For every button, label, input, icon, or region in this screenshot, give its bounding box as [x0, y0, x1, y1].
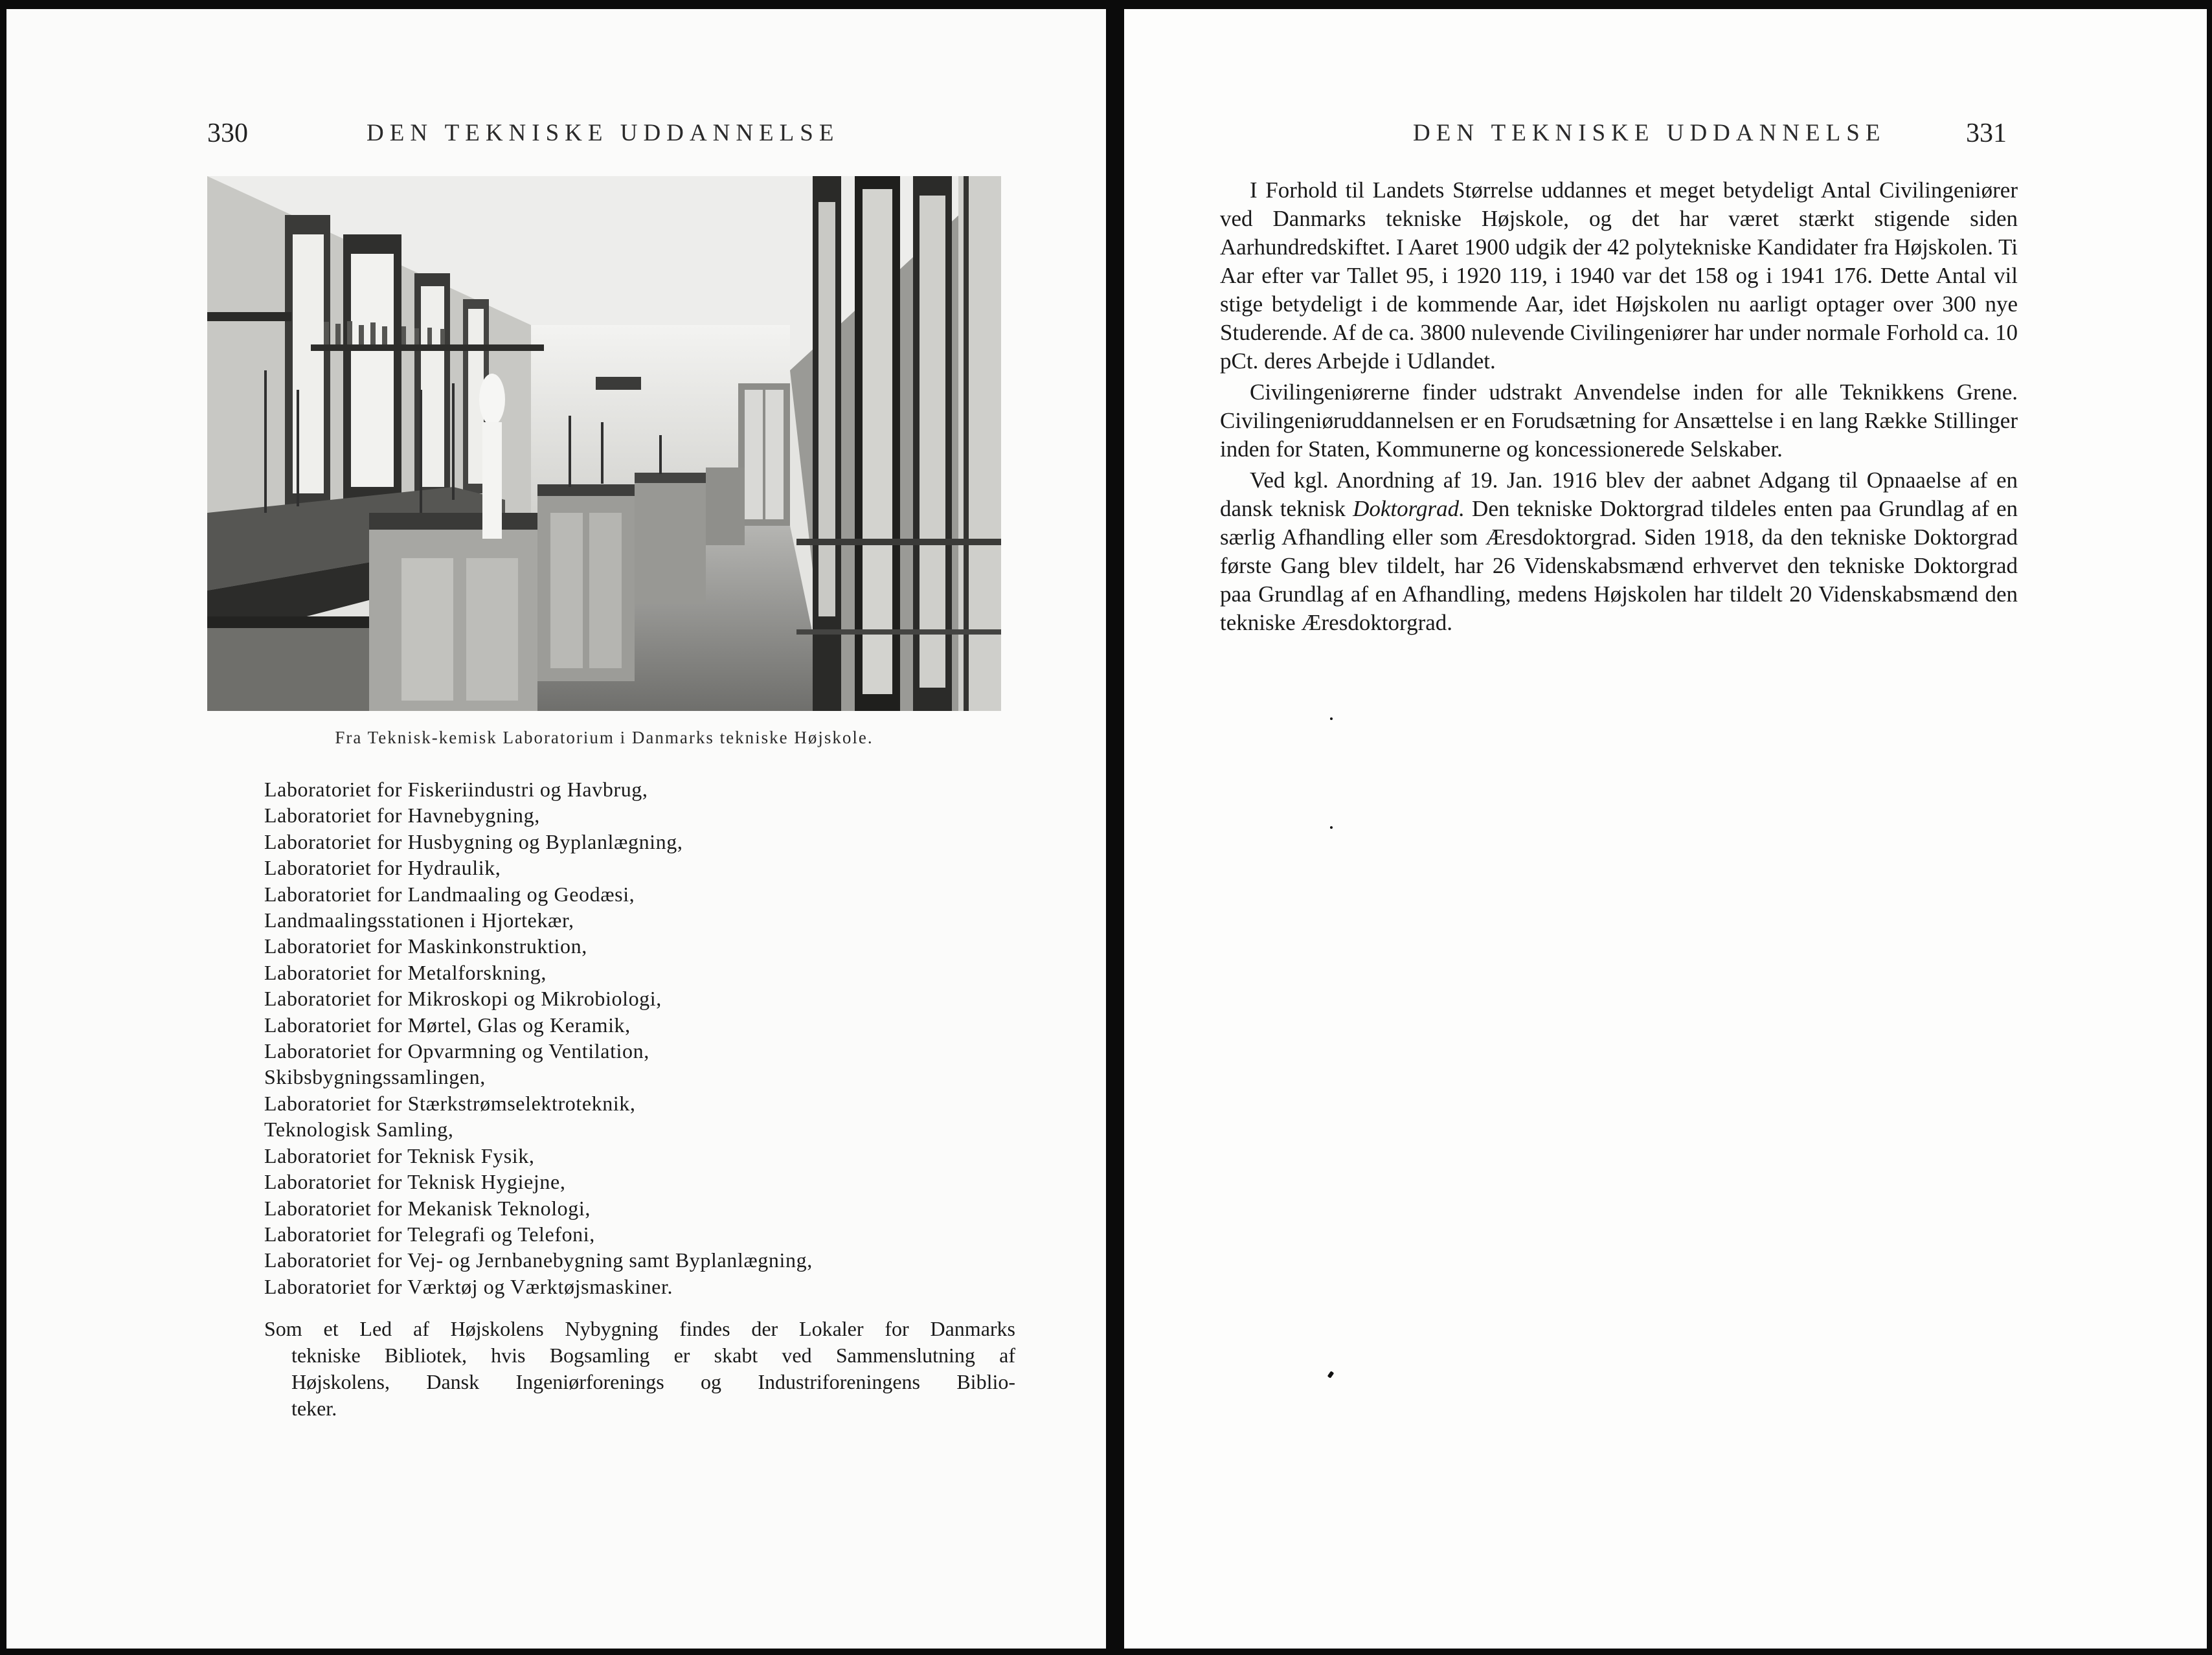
laboratory-list	[264, 776, 813, 1300]
list-item: Laboratoriet for Mørtel, Glas og Keramik,	[264, 1013, 631, 1037]
list-item: Laboratoriet for Telegrafi og Telefoni,	[264, 1222, 595, 1246]
list-item: Laboratoriet for Havnebygning,	[264, 804, 540, 828]
right-page	[1124, 9, 2207, 1649]
page-number-right: 331	[1966, 118, 2007, 148]
paragraph-text: Den tekniske Doktorgrad tildeles enten paa Grundlag af en særlig Afhandling eller som Æresdoktorgrad. Siden 1918, da den tekniske Doktorgrad første Gang blev tildelt, har 26 Videnskabsmænd erhvervet den tekniske Doktorgrad paa Grundlag af en Afhandling, medens Højskolen har tildelt 20 Videnskabsmænd den tekniske Æresdoktorgrad.	[1220, 496, 2018, 635]
photo-caption: Fra Teknisk-kemisk Laboratorium i Danmarks tekniske Højskole.	[335, 728, 874, 747]
list-item: Laboratoriet for Metalforskning,	[264, 960, 547, 984]
list-item: Laboratoriet for Stærkstrømselektroteknik,	[264, 1091, 636, 1115]
list-item: Laboratoriet for Maskinkonstruktion,	[264, 934, 587, 958]
paragraph-line: Højskolens, Dansk Ingeniørforenings og Industriforeningens Biblio-	[291, 1370, 1015, 1393]
running-head-right: DEN TEKNISKE UDDANNELSE	[1413, 120, 1886, 146]
library-paragraph	[264, 1316, 1015, 1422]
dust-speck	[1327, 1371, 1335, 1379]
list-item: Skibsbygningssamlingen,	[264, 1065, 486, 1089]
paragraph-text: Ved kgl. Anordning af 19. Jan. 1916 blev der aabnet Adgang til Opnaaelse af en dansk teknisk	[1220, 467, 2018, 521]
list-item: Laboratoriet for Værktøj og Værktøjsmaskiner.	[264, 1274, 673, 1298]
paragraph-line: teker.	[291, 1397, 337, 1420]
emphasized-term: Doktorgrad.	[1353, 496, 1465, 521]
left-page	[6, 9, 1106, 1649]
list-item: Laboratoriet for Teknisk Hygiejne,	[264, 1170, 566, 1194]
dust-speck	[1330, 717, 1333, 720]
paragraph-doktorgrad	[1220, 466, 2018, 637]
list-item: Teknologisk Samling,	[264, 1118, 454, 1142]
laboratory-photo	[207, 176, 1001, 711]
list-item: Landmaalingsstationen i Hjortekær,	[264, 908, 574, 932]
running-head-left: DEN TEKNISKE UDDANNELSE	[367, 120, 840, 146]
paragraph-line: Som et Led af Højskolens Nybygning findes der Lokaler for Danmarks	[264, 1317, 1015, 1340]
list-item: Laboratoriet for Mekanisk Teknologi,	[264, 1196, 591, 1220]
list-item: Laboratoriet for Hydraulik,	[264, 856, 501, 880]
dust-speck	[1330, 826, 1333, 829]
paragraph-line: tekniske Bibliotek, hvis Bogsamling er skabt ved Sammenslutning af	[291, 1344, 1015, 1367]
list-item: Laboratoriet for Husbygning og Byplanlægning,	[264, 829, 683, 853]
list-item: Laboratoriet for Opvarmning og Ventilation,	[264, 1039, 649, 1063]
list-item: Laboratoriet for Landmaaling og Geodæsi,	[264, 882, 635, 906]
page-number-left: 330	[207, 118, 248, 148]
list-item: Laboratoriet for Vej- og Jernbanebygning samt Byplanlægning,	[264, 1248, 813, 1272]
list-item: Laboratoriet for Teknisk Fysik,	[264, 1143, 535, 1167]
paragraph-anvendelse: Civilingeniørerne finder udstrakt Anvendelse inden for alle Teknikkens Grene. Civilingeniøruddannelsen er en Forudsætning for Ansættelse i en lang Række Stillinger inden for Staten, Kommunerne og koncessionerede Selskaber.	[1220, 379, 2018, 462]
list-item: Laboratoriet for Mikroskopi og Mikrobiologi,	[264, 987, 662, 1011]
list-item: Laboratoriet for Fiskeriindustri og Havbrug,	[264, 778, 648, 801]
paragraph-civilingenioerer: I Forhold til Landets Størrelse uddannes et meget betydeligt Antal Civilingeniører ved Danmarks tekniske Højskole, og det har været stærkt stigende siden Aarhundredskiftet. I Aaret 1900 udgik der 42 polytekniske Kandidater fra Højskolen. Ti Aar efter var Tallet 95, i 1920 119, i 1940 var det 158 og i 1941 176. Dette Antal vil stige betydeligt i de kommende Aar, idet Højskolen nu aarligt optager over 300 nye Studerende. Af de ca. 3800 nulevende Civilingeniører har under normale Forhold ca. 10 pCt. deres Arbejde i Udlandet.	[1220, 177, 2018, 374]
body-text	[1220, 176, 2018, 640]
laboratory-photo-image	[207, 176, 1001, 711]
